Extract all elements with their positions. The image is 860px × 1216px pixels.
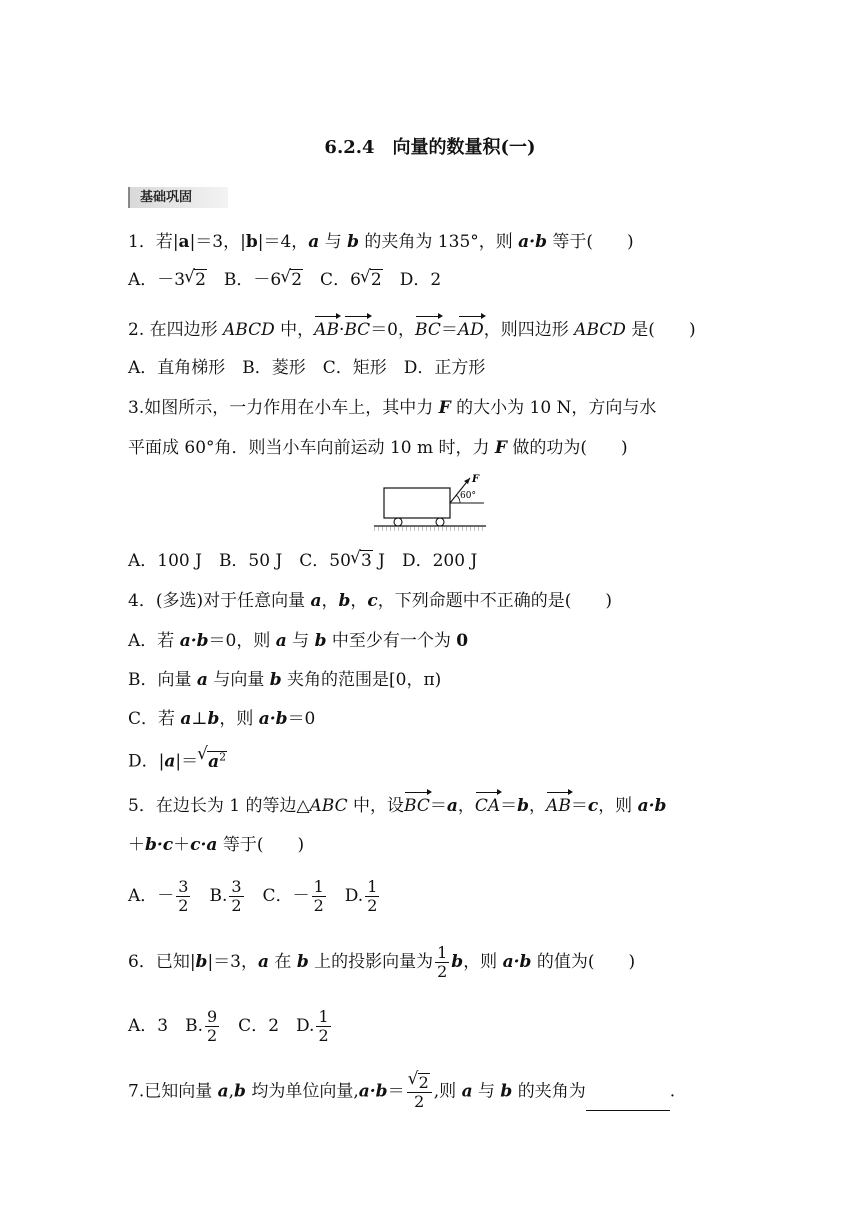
question-4-option-a: A．若 a·b＝0，则 a 与 b 中至少有一个为 0 [128, 631, 469, 651]
angle-label: 60° [460, 491, 476, 501]
question-4-option-c: C．若 a⊥b，则 a·b＝0 [128, 709, 316, 729]
question-3-line-2: 平面成 60°角．则当小车向前运动 10 m 时，力 F 做的功为( ) [128, 438, 628, 458]
question-4-option-b: B．向量 a 与向量 b 夹角的范围是[0，π) [128, 670, 442, 690]
cart-wheel-left [394, 518, 402, 526]
question-7-stem: 7.已知向量 a,b 均为单位向量,a·b＝ √ $\frac{2}{2}$ ,则 a 与 b 的夹角为 . [128, 1073, 675, 1111]
cart-force-figure [372, 472, 490, 532]
question-6-options: A．3 B. $\frac{9}{2}$ C．2 D. $\frac{1}{2}$ [128, 1007, 329, 1045]
question-1-options: A．－3√ 2 B．－6√ 2 C．6√ 2 D．2 [128, 268, 441, 292]
page-title: 6.2.4 向量的数量积(一) [324, 137, 536, 158]
question-5-stem-line-2: ＋b·c＋c·a 等于( ) [128, 835, 305, 855]
question-3-options: A．100 J B．50 J C．50√ 3 J D．200 J [128, 549, 477, 573]
question-4-stem: 4．(多选)对于任意向量 a，b，c，下列命题中不正确的是( ) [128, 591, 613, 611]
section-badge: 基础巩固 [128, 187, 228, 208]
question-4-option-d: D．|a|＝√ $a^2$ [128, 745, 227, 774]
question-3-line-1: 3.如图所示，一力作用在小车上，其中力 F 的大小为 10 N，方向与水 [128, 398, 657, 418]
cart-body [384, 488, 450, 518]
question-1-stem: 1．若|a|＝3，|b|＝4，a 与 b 的夹角为 135°，则 a·b 等于( ) [128, 232, 634, 252]
cart-wheel-right [436, 518, 444, 526]
answer-blank[interactable] [586, 1092, 670, 1111]
question-6-stem: 6．已知|b|＝3，a 在 b 上的投影向量为 $\frac{1}{2}$ b，则 a·b 的值为( ) [128, 943, 636, 981]
question-2-options: A．直角梯形 B．菱形 C．矩形 D．正方形 [128, 358, 486, 378]
question-5-stem: 5．在边长为 1 的等边△ABC 中，设BC＝a，CA＝b，AB＝c，则 a·b [128, 796, 667, 816]
question-2-stem: 2. 在四边形 ABCD 中，AB·BC＝0，BC＝AD，则四边形 ABCD 是( ) [128, 320, 696, 340]
question-5-options: A．－ $\frac{3}{2}$ B. $\frac{3}{2}$ C．－ $\frac{1}{2}$ D. $\frac{1}{2}$ [128, 877, 378, 915]
force-label: F [472, 474, 480, 485]
